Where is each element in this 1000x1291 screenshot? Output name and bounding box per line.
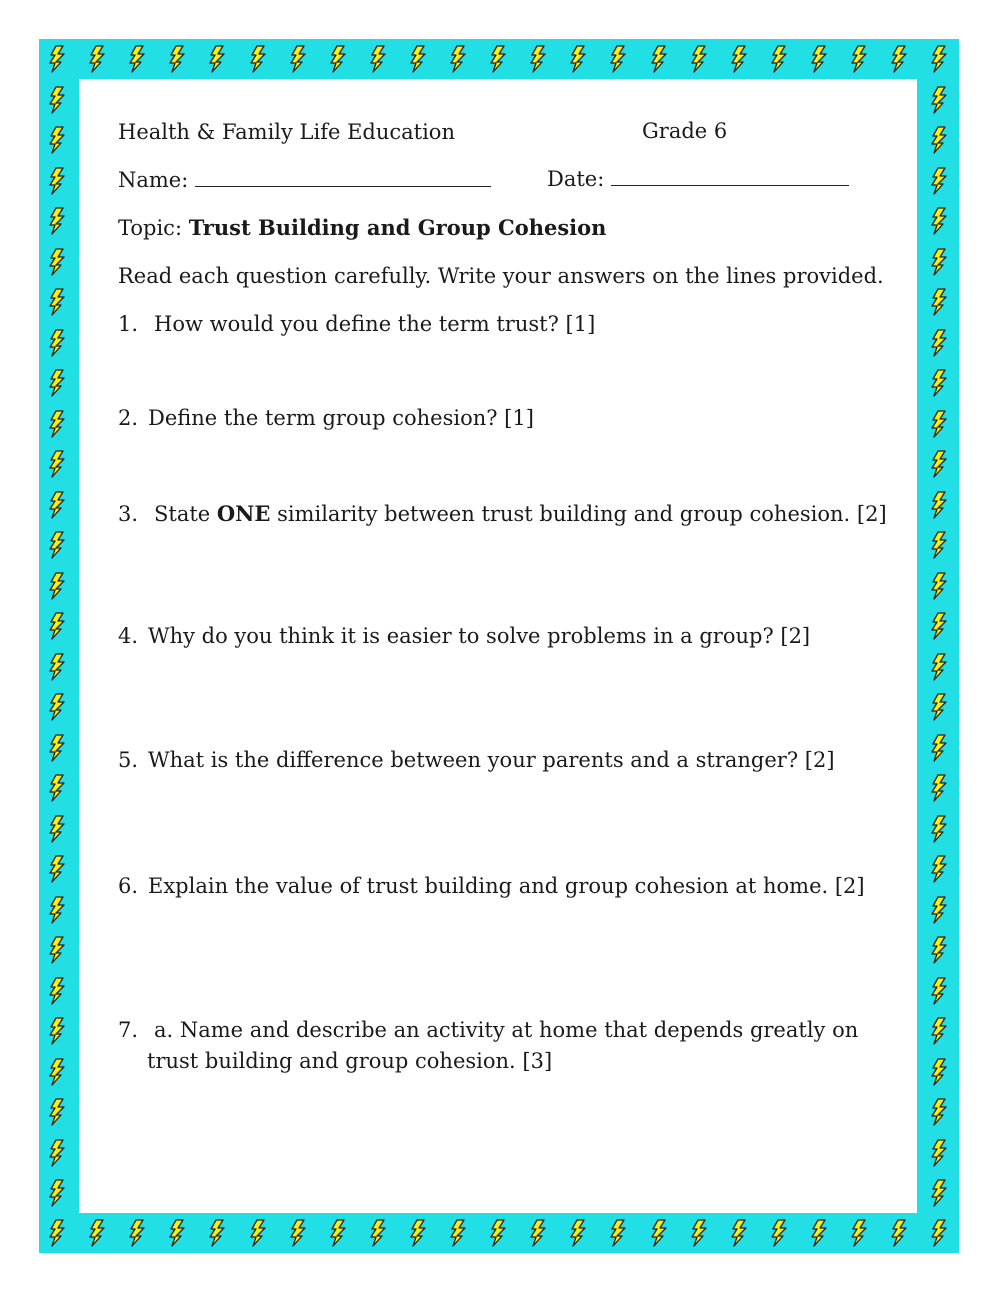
question-6 bbox=[118, 873, 865, 899]
date-row bbox=[547, 167, 849, 191]
subject-title: Health & Family Life Education bbox=[118, 120, 455, 144]
date-label: Date: bbox=[547, 167, 605, 191]
question-number: 3. bbox=[118, 502, 139, 526]
question-text: What is the difference between your parents and a stranger? [2] bbox=[148, 748, 835, 772]
question-text: Explain the value of trust building and group cohesion at home. [2] bbox=[148, 874, 865, 898]
question-number: 2. bbox=[118, 406, 139, 430]
instructions: Read each question carefully. Write your answers on the lines provided. bbox=[118, 264, 884, 288]
question-7 bbox=[118, 1017, 858, 1043]
question-4 bbox=[118, 623, 810, 649]
name-label: Name: bbox=[118, 168, 189, 192]
name-field[interactable] bbox=[195, 168, 491, 187]
question-emphasis: ONE bbox=[216, 501, 271, 526]
question-text: How would you define the term trust? [1] bbox=[154, 312, 596, 336]
topic-title: Trust Building and Group Cohesion bbox=[188, 215, 607, 240]
question-3 bbox=[118, 501, 887, 527]
question-number: 4. bbox=[118, 624, 139, 648]
question-7-continued: trust building and group cohesion. [3] bbox=[147, 1049, 553, 1073]
question-2 bbox=[118, 405, 534, 431]
question-number: 5. bbox=[118, 748, 139, 772]
question-5 bbox=[118, 747, 835, 773]
name-row bbox=[118, 167, 491, 193]
question-text-post: similarity between trust building and group cohesion. [2] bbox=[270, 502, 887, 526]
topic-row bbox=[118, 215, 606, 241]
question-1 bbox=[118, 311, 595, 337]
question-text: a. Name and describe an activity at home that depends greatly on bbox=[154, 1018, 859, 1042]
topic-label: Topic: bbox=[118, 216, 183, 240]
question-number: 1. bbox=[118, 312, 139, 336]
question-text: Define the term group cohesion? [1] bbox=[148, 406, 534, 430]
grade-label: Grade 6 bbox=[642, 119, 728, 143]
question-number: 7. bbox=[118, 1018, 139, 1042]
question-text-pre: State bbox=[154, 502, 217, 526]
question-text: Why do you think it is easier to solve problems in a group? [2] bbox=[148, 624, 811, 648]
question-number: 6. bbox=[118, 874, 139, 898]
date-field[interactable] bbox=[611, 167, 849, 186]
